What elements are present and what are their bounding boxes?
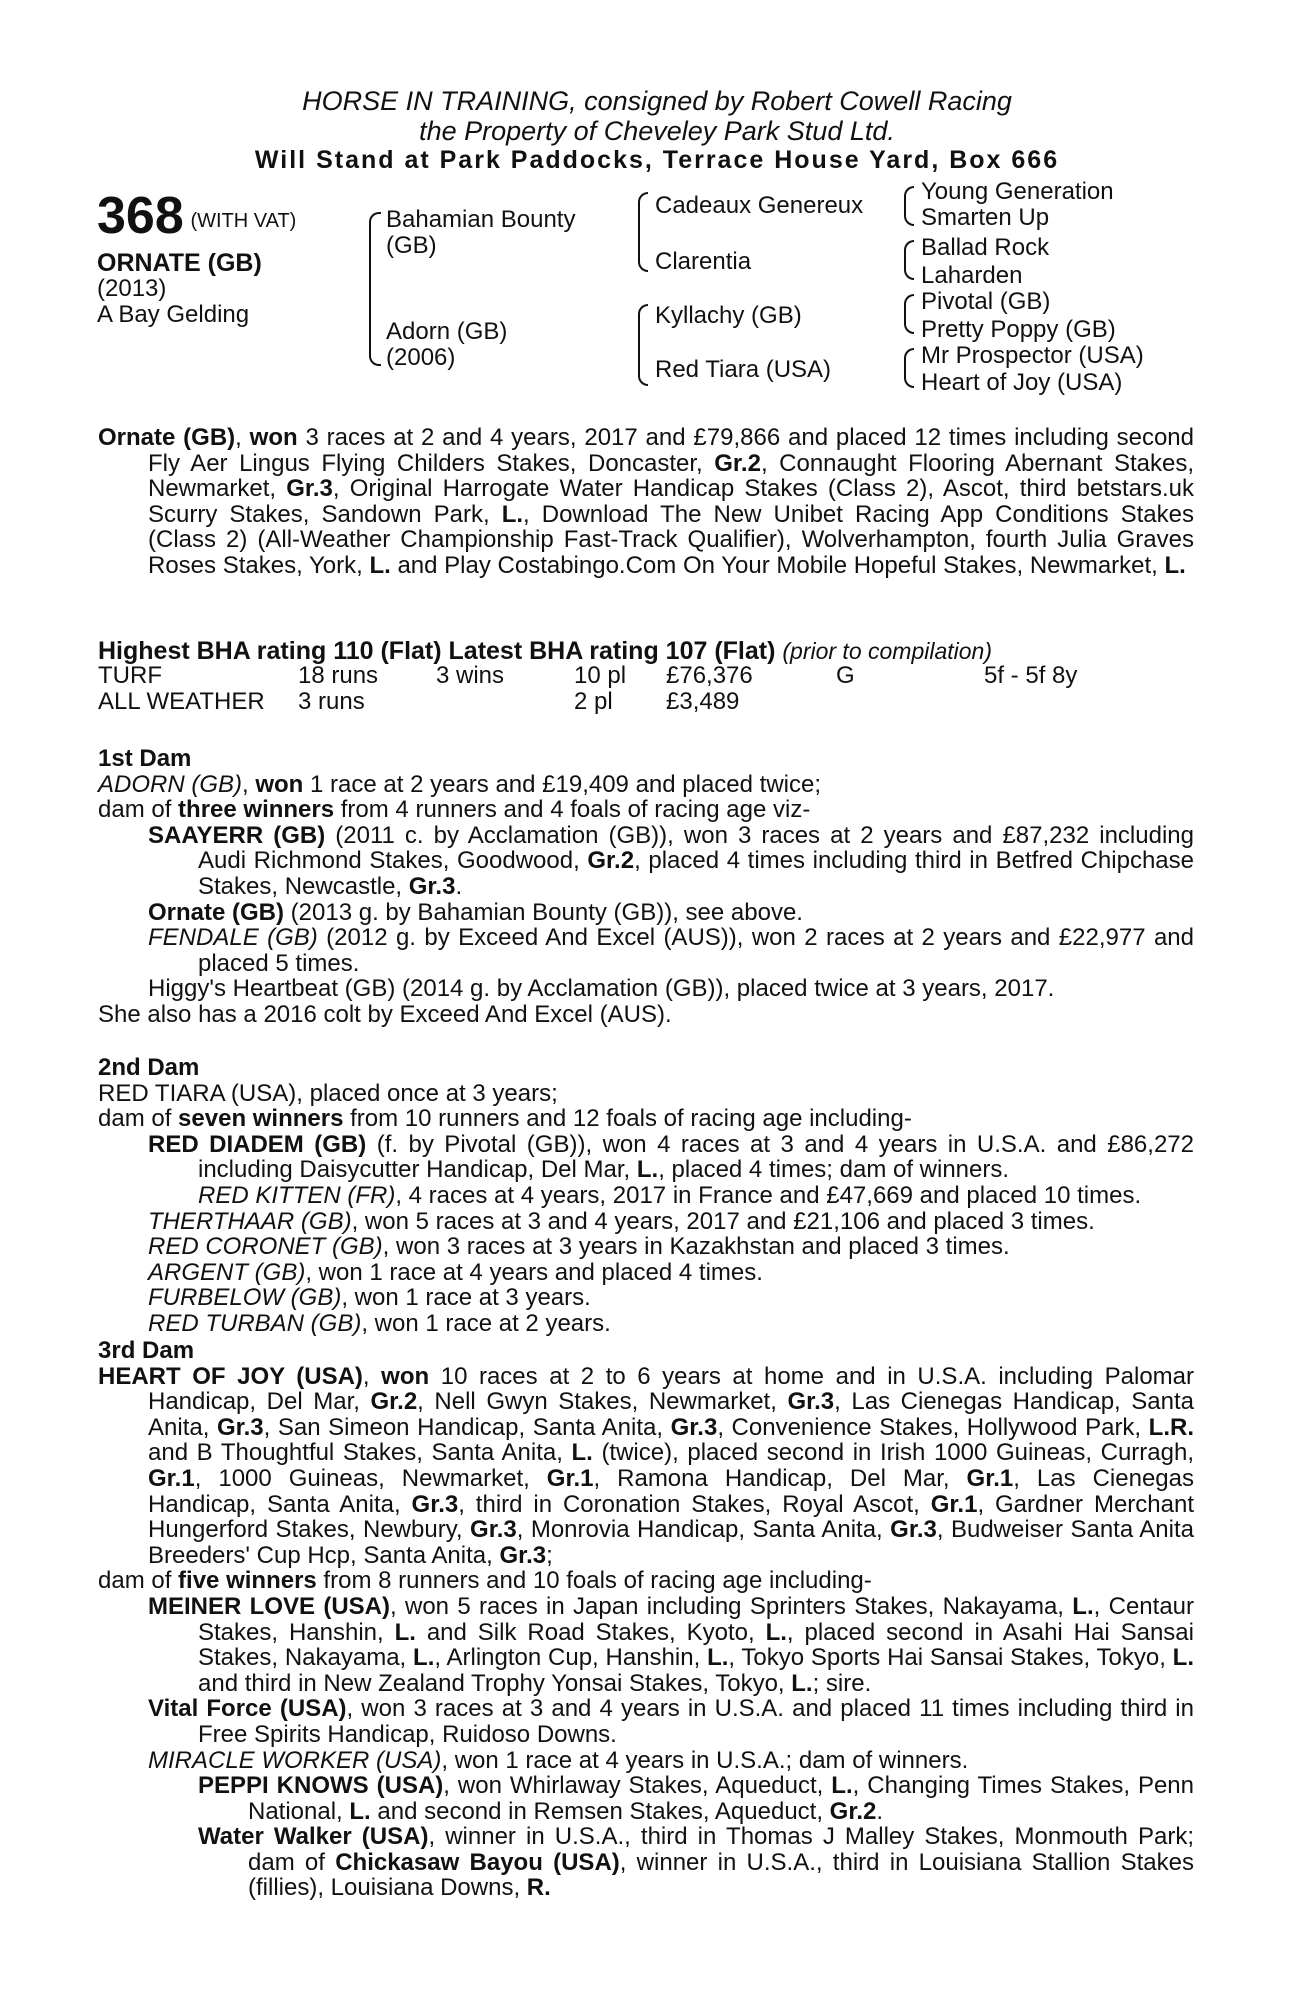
pedigree-dsd: Pretty Poppy (GB) [921, 316, 1116, 343]
property-line: the Property of Cheveley Park Stud Ltd. [419, 116, 895, 146]
stats-table [98, 663, 1077, 715]
grade: Gr.1 [966, 1464, 1014, 1492]
record-text: , Las Cienegas Handicap, Santa Anita, [148, 1388, 1194, 1441]
vat-note: (WITH VAT) [190, 210, 297, 232]
produce-text: . [876, 1797, 884, 1825]
grade: Gr.3 [470, 1516, 517, 1544]
winners-count: seven winners [178, 1105, 344, 1133]
produce-2016-colt: She also has a 2016 colt by Exceed And Excel (AUS). [98, 1000, 672, 1028]
pedigree-dam-sire: Kyllachy (GB) [655, 302, 802, 329]
record-text: (twice), placed second in Irish 1000 Guineas, Curragh, [592, 1439, 1194, 1467]
produce-text: , won 3 races at 3 and 4 years in U.S.A. and placed 11 times including third in Free Spirits Handicap, Ruidoso Downs. [198, 1695, 1194, 1748]
consignor-line: HORSE IN TRAINING, consigned by Robert Cowell Racing [302, 86, 1012, 116]
pedigree-sire-origin: (GB) [386, 232, 437, 259]
produce-name: RED DIADEM (GB) [148, 1130, 367, 1158]
record-text: , Original Harrogate Water Handicap Stakes (Class 2), Ascot, third betstars.uk Scurry Stakes, Sandown Park, [148, 475, 1194, 528]
produce-name: THERTHAAR (GB) [148, 1207, 352, 1235]
produce-peppi-knows [98, 1773, 1194, 1824]
record-text: and Play Costabingo.Com On Your Mobile Hopeful Stakes, Newmarket, [390, 551, 1165, 579]
first-dam-won: won [255, 770, 304, 798]
first-dam-record: ADORN (GB), won 1 race at 2 years and £19,409 and placed twice; [98, 770, 822, 798]
produce-text: , won 1 race at 4 years and placed 4 times. [305, 1258, 763, 1286]
produce-water-walker [98, 1824, 1194, 1901]
second-dam-record: RED TIARA (USA), placed once at 3 years; [98, 1079, 558, 1107]
stat-wins: 3 wins [436, 662, 505, 689]
grade: L. [765, 1618, 787, 1646]
stat-going: G [836, 662, 855, 689]
produce-text: and second in Remsen Stakes, Aqueduct, [370, 1797, 830, 1825]
produce-text: , Tokyo Sports Hai Sansai Stakes, Tokyo, [728, 1644, 1173, 1672]
produce-text: , won 1 race at 3 years. [341, 1284, 591, 1312]
race-record [98, 425, 1194, 579]
produce-red-kitten [98, 1183, 1194, 1209]
produce-name: MEINER LOVE (USA) [148, 1592, 390, 1620]
grade: Gr.2 [370, 1388, 418, 1416]
record-text: , San Simeon Handicap, Santa Anita, [263, 1413, 671, 1441]
pedigree-dam-year: (2006) [386, 344, 456, 371]
produce-argent [98, 1260, 1194, 1286]
record-text: , Ramona Handicap, Del Mar, [593, 1464, 967, 1492]
grade: L. [1072, 1592, 1094, 1620]
stat-wins [436, 689, 574, 715]
grade: Gr.3 [787, 1388, 835, 1416]
produce-text: , won Whirlaway Stakes, Aqueduct, [443, 1772, 832, 1800]
grade: L.R. [1148, 1413, 1194, 1441]
third-dam-section [98, 1338, 1194, 1901]
pedigree-dds: Mr Prospector (USA) [921, 342, 1144, 369]
record-horse-name: Ornate (GB) [98, 424, 236, 451]
third-dam-heading: 3rd Dam [98, 1337, 195, 1364]
stat-surface: ALL WEATHER [98, 688, 265, 715]
grade: Gr.1 [930, 1490, 978, 1518]
second-dam-produce-intro [98, 1106, 1194, 1132]
grade: Gr.3 [411, 1490, 459, 1518]
record-text: and B Thoughtful Stakes, Santa Anita, [148, 1439, 572, 1467]
pedigree-ddd: Heart of Joy (USA) [921, 369, 1123, 396]
stand-location: Will Stand at Park Paddocks, Terrace House Yard, Box 666 [254, 146, 1060, 174]
produce-grade: L. [636, 1156, 659, 1184]
first-dam-produce-intro [98, 797, 1194, 823]
record-text: 3 races at 2 and 4 years, 2017 and £79,866 and placed 12 times including second Fly Aer Lingus Flying Childers Stakes, Doncaster, [148, 424, 1195, 477]
grade: L. [1172, 1644, 1194, 1672]
grade: R. [526, 1874, 551, 1902]
produce-text: , Centaur Stakes, Hanshin, [198, 1592, 1195, 1646]
produce-vital-force [98, 1696, 1194, 1747]
grade: L. [394, 1618, 416, 1646]
record-text: , Gardner Merchant Hungerford Stakes, Newbury, [148, 1490, 1194, 1544]
produce-text: , 4 races at 4 years, 2017 in France and £47,669 and placed 10 times. [395, 1181, 1142, 1209]
record-text: , Convenience Stakes, Hollywood Park, [717, 1413, 1149, 1441]
lot-number: 368 [97, 187, 184, 245]
produce-text: , Arlington Cup, Hanshin, [434, 1644, 708, 1672]
produce-higgys-heartbeat: Higgy's Heartbeat (GB) (2014 g. by Acclamation (GB)), placed twice at 3 years, 2017. [148, 975, 1055, 1003]
grade: Gr.1 [546, 1464, 594, 1492]
grade: L. [349, 1797, 371, 1825]
produce-name: RED CORONET (GB) [148, 1233, 383, 1261]
pedigree-sire-sire: Cadeaux Genereux [655, 192, 864, 219]
damof-text: dam of [98, 796, 179, 824]
lot-number-row [97, 188, 296, 244]
damof-text: dam of [98, 1105, 179, 1133]
produce-grade: Gr.3 [408, 872, 456, 900]
winners-count: five winners [178, 1567, 317, 1595]
third-dam-won: won [381, 1362, 430, 1390]
grade: Gr.1 [148, 1464, 195, 1492]
record-text: 10 races at 2 to 6 years at home and in U.S.A. including Palomar Handicap, Del Mar, [148, 1362, 1194, 1416]
produce-name: RED KITTEN (FR) [198, 1181, 396, 1209]
produce-text: , placed second in Asahi Hai Sansai Stakes, Nakayama, [198, 1618, 1194, 1672]
record-grade: L. [501, 500, 524, 528]
winners-count: three winners [178, 796, 335, 824]
produce-name: RED TURBAN (GB) [148, 1309, 362, 1337]
ratings-text: Highest BHA rating 110 (Flat) Latest BHA rating 107 (Flat) [98, 637, 776, 665]
produce-miracle-worker [98, 1748, 1194, 1774]
stat-distance [984, 689, 1077, 715]
produce-text: (f. by Pivotal (GB)), won 4 races at 3 and 4 years in U.S.A. and £86,272 including Daisycutter Handicap, Del Mar, [198, 1130, 1194, 1184]
produce-name: FENDALE (GB) [148, 924, 318, 952]
produce-text: , Changing Times Stakes, Penn National, [248, 1772, 1195, 1825]
stat-placed: 2 pl [574, 688, 613, 715]
stat-runs: 3 runs [298, 688, 365, 715]
grade: L. [707, 1644, 729, 1672]
record-text: , Nell Gwyn Stakes, Newmarket, [417, 1388, 788, 1416]
grade: L. [413, 1644, 435, 1672]
stat-going [836, 689, 984, 715]
record-grade: Gr.3 [286, 475, 333, 503]
second-dam-heading: 2nd Dam [98, 1054, 200, 1081]
produce-red-coronet [98, 1234, 1194, 1260]
produce-text: , won 5 races at 3 and 4 years, 2017 and £21,106 and placed 3 times. [351, 1207, 1095, 1235]
foaling-year: (2013) [97, 275, 167, 302]
pedigree-sds: Ballad Rock [921, 234, 1050, 261]
produce-name: MIRACLE WORKER (USA) [148, 1746, 442, 1774]
first-dam-section [98, 746, 1194, 1028]
produce-text: , won 5 races in Japan including Sprinters Stakes, Nakayama, [390, 1592, 1073, 1620]
produce-text: and third in New Zealand Trophy Yonsai Stakes, Tokyo, [198, 1669, 792, 1697]
produce-name: FURBELOW (GB) [148, 1284, 342, 1312]
sire-line-brace [638, 192, 648, 272]
horse-description: A Bay Gelding [97, 301, 250, 328]
stat-prize: £3,489 [666, 688, 740, 715]
produce-grade: Gr.2 [587, 847, 635, 875]
pedigree-sss: Young Generation [921, 178, 1114, 205]
record-grade: Gr.2 [714, 449, 761, 477]
record-won: won [249, 424, 298, 451]
damof-text: from 10 runners and 12 foals of racing age including- [343, 1105, 912, 1133]
record-grade: L. [1164, 551, 1186, 579]
damof-text: from 4 runners and 4 foals of racing age viz- [334, 796, 811, 824]
produce-text: , won 3 races at 3 years in Kazakhstan and placed 3 times. [382, 1233, 1010, 1261]
record-text: ; [546, 1541, 553, 1569]
produce-name: SAAYERR (GB) [148, 821, 326, 849]
bha-ratings [98, 637, 992, 665]
first-dam-text: 1 race at 2 years and £19,409 and placed twice; [303, 770, 822, 798]
brace-4a [904, 186, 914, 226]
produce-text: , placed 4 times; dam of winners. [658, 1156, 1010, 1184]
damof-text: dam of [98, 1567, 179, 1595]
stat-runs: 18 runs [298, 662, 379, 689]
record-text: , 1000 Guineas, Newmarket, [194, 1464, 547, 1492]
second-dam-section [98, 1055, 1194, 1337]
produce-name: Water Walker (USA) [198, 1823, 429, 1851]
produce-name: ARGENT (GB) [148, 1258, 306, 1286]
third-dam-record: HEART OF JOY (USA), won 10 races at 2 to 6 years at home and in U.S.A. including Palomar Handicap, Del Mar, Gr.2, Nell Gwyn Stakes, Newmarket, Gr.3, Las Cienegas Handicap, Santa Anita, Gr.3, San Simeon Handicap, Santa Anita, Gr.3, Convenience Stakes, Hollywood Park, L.R. and B Thoughtful Stakes, Santa Anita, L. (twice), placed second in Irish 1000 Guineas, Curragh, Gr.1, 1000 Guineas, Newmarket, Gr.1, Ramona Handicap, Del Mar, Gr.1, Las Cienegas Handicap, Santa Anita, Gr.3, third in Coronation Stakes, Royal Ascot, Gr.1, Gardner Merchant Hungerford Stakes, Newbury, Gr.3, Monrovia Handicap, Santa Anita, Gr.3, Budweiser Santa Anita Breeders' Cup Hcp, Santa Anita, Gr.3; [98, 1362, 1195, 1569]
grade: Gr.2 [829, 1797, 877, 1825]
grade: L. [791, 1669, 813, 1697]
grade: Gr.3 [670, 1413, 718, 1441]
produce-text: (2012 g. by Exceed And Excel (AUS)), won 2 races at 2 years and £22,977 and placed 5 times. [198, 924, 1194, 977]
produce-text: , winner in U.S.A., third in Thomas J Malley Stakes, Monmouth Park; dam of [248, 1823, 1194, 1876]
pedigree-sire: Bahamian Bounty [386, 206, 576, 233]
produce-name: Ornate (GB) [148, 898, 285, 926]
stat-surface: TURF [98, 662, 162, 689]
grade: Gr.3 [890, 1516, 937, 1544]
stats-row-all-weather [98, 689, 1077, 715]
produce-text: . [455, 872, 463, 900]
pedigree-dam: Adorn (GB) [386, 318, 508, 345]
stats-row-turf [98, 663, 1077, 689]
produce-ornate [98, 900, 1194, 926]
stat-distance: 5f - 5f 8y [984, 662, 1078, 689]
sire-dam-brace [369, 212, 381, 366]
produce-meiner-love [98, 1594, 1194, 1696]
grade: Gr.3 [216, 1413, 264, 1441]
grade: L. [571, 1439, 593, 1467]
record-grade: L. [369, 551, 391, 579]
third-dam-produce-intro [98, 1568, 1194, 1594]
first-dam-name: ADORN (GB) [98, 770, 242, 798]
produce-fendale [98, 925, 1194, 976]
produce-text: and Silk Road Stakes, Kyoto, [415, 1618, 766, 1646]
produce-name: PEPPI KNOWS (USA) [198, 1772, 444, 1800]
ratings-note: (prior to compilation) [782, 638, 993, 664]
record-text: , Monrovia Handicap, Santa Anita, [516, 1516, 891, 1544]
pedigree-sdd: Laharden [921, 262, 1023, 289]
damof-text: from 8 runners and 10 foals of racing age including- [316, 1567, 872, 1595]
produce-text: (2013 g. by Bahamian Bounty (GB)), see above. [284, 898, 803, 926]
produce-name: Vital Force (USA) [148, 1695, 347, 1723]
record-text: , Download The New Unibet Racing App Conditions Stakes (Class 2) (All-Weather Championship Fast-Track Qualifier), Wolverhampton, fourth Julia Graves Roses Stakes, York, [148, 500, 1194, 579]
first-dam-heading: 1st Dam [98, 745, 192, 772]
record-text: , third in Coronation Stakes, Royal Ascot, [458, 1490, 931, 1518]
produce-saayerr [98, 823, 1194, 900]
produce-text: (2011 c. by Acclamation (GB)), won 3 races at 2 years and £87,232 including Audi Richmond Stakes, Goodwood, [198, 821, 1194, 875]
grade: Gr.3 [499, 1541, 547, 1569]
grade: L. [831, 1772, 853, 1800]
produce-text: , placed 4 times including third in Betfred Chipchase Stakes, Newcastle, [198, 847, 1194, 900]
stat-prize: £76,376 [666, 662, 753, 689]
produce-text: , won 1 race at 2 years. [361, 1309, 611, 1337]
produce-red-turban [98, 1311, 1194, 1337]
brace-4d [904, 348, 914, 388]
produce-text: , won 1 race at 4 years in U.S.A.; dam of winners. [441, 1746, 969, 1774]
horse-name: ORNATE (GB) [97, 249, 262, 277]
brace-4c [904, 294, 914, 334]
produce-text: ; sire. [812, 1669, 872, 1697]
produce-text: , winner in U.S.A., third in Louisiana Stallion Stakes (fillies), Louisiana Downs, [248, 1848, 1194, 1902]
pedigree-ssd: Smarten Up [921, 204, 1050, 231]
brace-4b [904, 240, 914, 280]
dam-line-brace [638, 304, 648, 386]
produce-furbelow [98, 1285, 1194, 1311]
record-text: , Las Cienegas Handicap, Santa Anita, [148, 1464, 1194, 1518]
record-text: , Budweiser Santa Anita Breeders' Cup Hcp, Santa Anita, [148, 1516, 1195, 1569]
stat-placed: 10 pl [574, 662, 627, 689]
produce-therthaar [98, 1209, 1194, 1235]
third-dam-name: HEART OF JOY (USA) [98, 1362, 363, 1390]
record-text: , Connaught Flooring Abernant Stakes, Newmarket, [148, 449, 1194, 503]
produce-red-diadem [98, 1132, 1194, 1183]
pedigree-sire-dam: Clarentia [655, 248, 752, 275]
pedigree-dam-dam: Red Tiara (USA) [655, 356, 832, 383]
produce-name: Chickasaw Bayou (USA) [335, 1848, 620, 1876]
pedigree-dss: Pivotal (GB) [921, 288, 1051, 315]
race-record-paragraph: Ornate (GB), won 3 races at 2 and 4 years, 2017 and £79,866 and placed 12 times including second Fly Aer Lingus Flying Childers Stakes, Doncaster, Gr.2, Connaught Flooring Abernant Stakes, Newmarket, Gr.3, Original Harrogate Water Handicap Stakes (Class 2), Ascot, third betstars.uk Scurry Stakes, Sandown Park, L., Download The New Unibet Racing App Conditions Stakes (Class 2) (All-Weather Championship Fast-Track Qualifier), Wolverhampton, fourth Julia Graves Roses Stakes, York, L. and Play Costabingo.Com On Your Mobile Hopeful Stakes, Newmarket, L. [98, 424, 1195, 579]
